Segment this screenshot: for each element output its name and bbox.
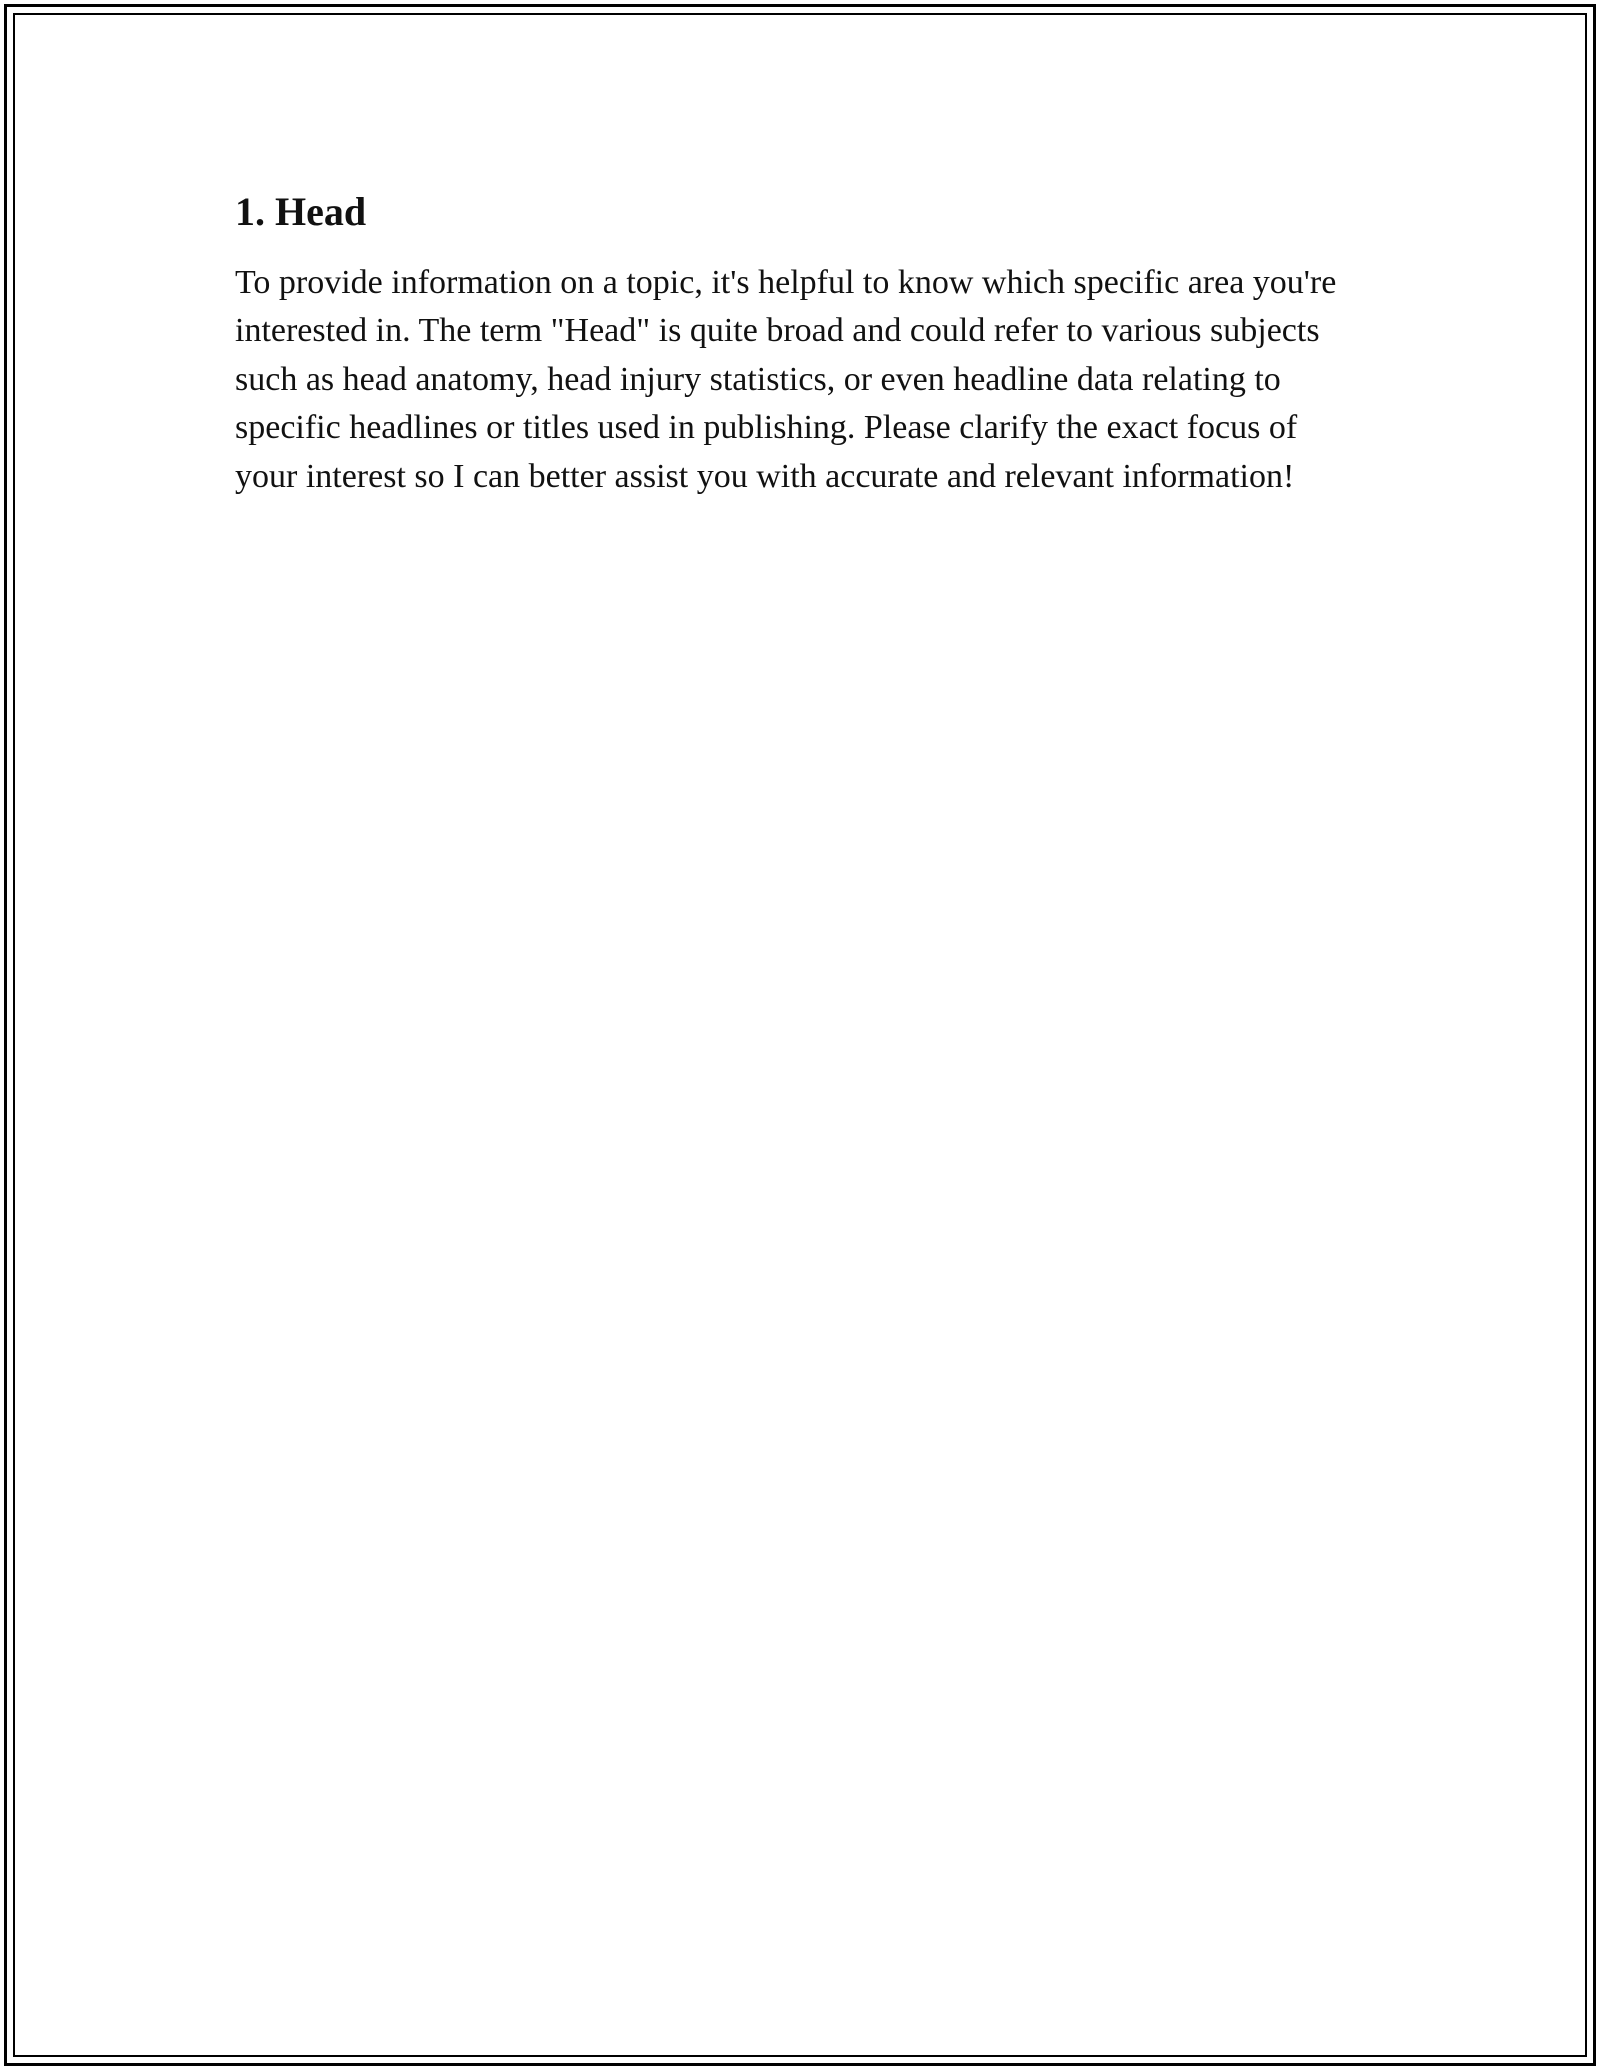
section-heading: 1. Head <box>235 189 367 234</box>
document-content <box>235 186 1355 501</box>
section-body-paragraph: To provide information on a topic, it's helpful to know which specific area you're interested in. The term "Head" is quite broad and could refer to various subjects such as head anatomy, head injury statistics, or even headline data relating to specific headlines or titles used in publishing. Please clarify the exact focus of your interest so I can better assist you with accurate and relevant information! <box>235 264 1337 495</box>
